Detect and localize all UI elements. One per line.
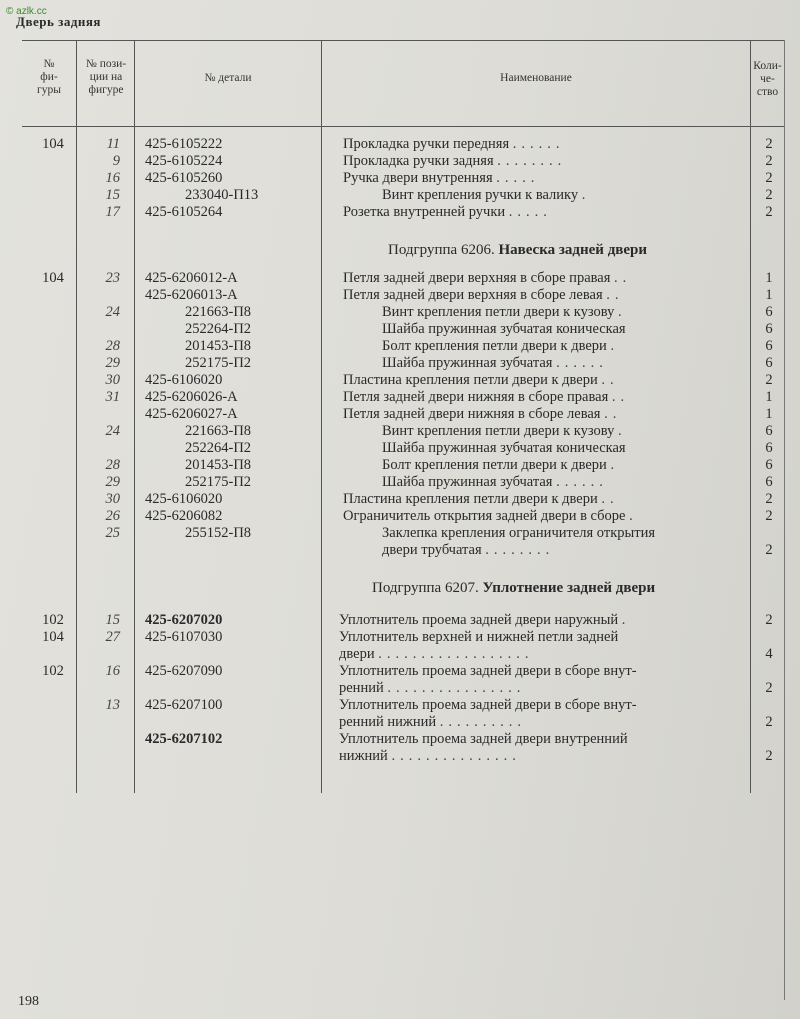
row-part-number: 201453-П8: [185, 457, 252, 473]
row-figure-number: 102: [42, 663, 64, 679]
row-part-name: Уплотнитель проема задней двери в сборе внут-: [339, 663, 637, 679]
row-part-name: Винт крепления петли двери к кузову .: [382, 423, 627, 439]
row-part-name: Петля задней двери нижняя в сборе левая ..: [343, 406, 622, 422]
row-part-name: Шайба пружинная зубчатая коническая: [382, 440, 626, 456]
header-pos: № пози- ции на фигуре: [85, 58, 127, 96]
row-quantity: 6: [765, 423, 773, 439]
row-quantity: 2: [765, 680, 773, 696]
row-figure-number: 104: [42, 629, 64, 645]
row-position-number: 13: [105, 697, 120, 713]
watermark: © azlk.cc: [6, 6, 47, 17]
row-position-number: 28: [105, 457, 120, 473]
row-position-number: 26: [105, 508, 120, 524]
row-position-number: 11: [106, 136, 120, 152]
row-part-name: Уплотнитель проема задней двери наружный .: [339, 612, 631, 628]
row-position-number: 29: [105, 474, 120, 490]
row-quantity: 2: [765, 612, 773, 628]
row-quantity: 2: [765, 542, 773, 558]
row-part-name: Уплотнитель проема задней двери внутренний: [339, 731, 628, 747]
row-position-number: 15: [105, 187, 120, 203]
row-position-number: 9: [112, 153, 120, 169]
row-position-number: 30: [105, 372, 120, 388]
row-part-name: Прокладка ручки задняя ........: [343, 153, 567, 169]
row-part-name: Пластина крепления петли двери к двери ..: [343, 372, 619, 388]
row-quantity: 6: [765, 440, 773, 456]
row-part-number: 233040-П13: [185, 187, 259, 203]
row-part-name: Шайба пружинная зубчатая коническая: [382, 321, 626, 337]
row-quantity: 6: [765, 321, 773, 337]
row-part-name: Ручка двери внутренняя .....: [343, 170, 540, 186]
row-part-number: 425-6206082: [145, 508, 223, 524]
row-part-number: 425-6105264: [145, 204, 223, 220]
row-part-number: 425-6106020: [145, 491, 223, 507]
row-part-number: 252175-П2: [185, 474, 252, 490]
row-quantity: 6: [765, 304, 773, 320]
header-qty: Коли- че- ство: [753, 60, 782, 98]
row-quantity: 2: [765, 508, 773, 524]
row-part-number: 252175-П2: [185, 355, 252, 371]
row-part-name: Болт крепления петли двери к двери .: [382, 457, 620, 473]
row-quantity: 6: [765, 355, 773, 371]
row-position-number: 28: [105, 338, 120, 354]
row-figure-number: 104: [42, 270, 64, 286]
row-quantity: 2: [765, 187, 773, 203]
row-part-number: 425-6207100: [145, 697, 223, 713]
row-position-number: 30: [105, 491, 120, 507]
row-part-name-cont: двери ..................: [339, 646, 534, 662]
row-part-number: 221663-П8: [185, 423, 252, 439]
row-part-number: 425-6206026-А: [145, 389, 238, 405]
row-part-name: Пластина крепления петли двери к двери ..: [343, 491, 619, 507]
row-position-number: 31: [105, 389, 120, 405]
row-figure-number: 104: [42, 136, 64, 152]
row-part-name: Петля задней двери верхняя в сборе правая ..: [343, 270, 632, 286]
row-part-name: Винт крепления петли двери к кузову .: [382, 304, 627, 320]
row-position-number: 27: [105, 629, 120, 645]
row-part-number: 425-6106020: [145, 372, 223, 388]
row-part-name: Ограничитель открытия задней двери в сборе .: [343, 508, 638, 524]
row-part-number: 425-6105260: [145, 170, 223, 186]
subgroup-heading: Подгруппа 6207. Уплотнение задней двери: [372, 580, 656, 596]
row-part-name: Шайба пружинная зубчатая ......: [382, 474, 608, 490]
row-figure-number: 102: [42, 612, 64, 628]
row-position-number: 17: [105, 204, 120, 220]
row-part-name: Болт крепления петли двери к двери .: [382, 338, 620, 354]
row-part-name: Петля задней двери нижняя в сборе правая ..: [343, 389, 630, 405]
row-part-number: 221663-П8: [185, 304, 252, 320]
row-part-number: 425-6207090: [145, 663, 223, 679]
table-right-rule: [784, 40, 785, 1000]
row-part-name: Уплотнитель верхней и нижней петли задней: [339, 629, 619, 645]
row-quantity: 6: [765, 474, 773, 490]
row-part-number: 425-6107030: [145, 629, 223, 645]
row-quantity: 2: [765, 748, 773, 764]
column-divider-name: [750, 40, 751, 793]
row-quantity: 2: [765, 491, 773, 507]
row-quantity: 1: [765, 406, 773, 422]
row-position-number: 24: [105, 304, 120, 320]
header-name: Наименование: [500, 72, 572, 84]
row-part-number: 425-6207020: [145, 612, 223, 628]
table-top-rule: [22, 40, 784, 41]
row-quantity: 2: [765, 714, 773, 730]
row-quantity: 2: [765, 170, 773, 186]
column-divider-pos: [134, 40, 135, 793]
running-head: Дверь задняя: [16, 14, 101, 29]
row-part-name: Уплотнитель проема задней двери в сборе внут-: [339, 697, 637, 713]
row-part-name: Заклепка крепления ограничителя открытия: [382, 525, 655, 541]
row-part-number: 252264-П2: [185, 321, 252, 337]
row-position-number: 23: [105, 270, 120, 286]
row-part-name: Прокладка ручки передняя ......: [343, 136, 565, 152]
subgroup-heading: Подгруппа 6206. Навеска задней двери: [388, 242, 648, 258]
row-quantity: 2: [765, 372, 773, 388]
row-part-number: 255152-П8: [185, 525, 252, 541]
row-part-name-cont: ренний нижний ..........: [339, 714, 527, 730]
row-quantity: 1: [765, 287, 773, 303]
row-part-number: 425-6206012-А: [145, 270, 238, 286]
row-part-number: 252264-П2: [185, 440, 252, 456]
row-part-name: Винт крепления ручки к валику .: [382, 187, 591, 203]
row-part-name-cont: двери трубчатая ........: [382, 542, 555, 558]
row-position-number: 29: [105, 355, 120, 371]
column-divider-part: [321, 40, 322, 793]
row-quantity: 2: [765, 204, 773, 220]
page-number: 198: [18, 994, 39, 1009]
header-bottom-rule: [22, 126, 784, 127]
row-part-number: 425-6206027-А: [145, 406, 238, 422]
column-divider-fig: [76, 40, 77, 793]
row-position-number: 24: [105, 423, 120, 439]
row-part-name-cont: нижний ...............: [339, 748, 521, 764]
row-part-number: 201453-П8: [185, 338, 252, 354]
row-position-number: 15: [105, 612, 120, 628]
row-quantity: 2: [765, 136, 773, 152]
header-fig: № фи- гуры: [37, 58, 61, 96]
row-position-number: 16: [105, 170, 120, 186]
row-quantity: 2: [765, 153, 773, 169]
row-quantity: 1: [765, 270, 773, 286]
row-part-name: Шайба пружинная зубчатая ......: [382, 355, 608, 371]
row-part-number: 425-6105222: [145, 136, 223, 152]
row-part-name: Петля задней двери верхняя в сборе левая ..: [343, 287, 624, 303]
header-part: № детали: [204, 72, 252, 84]
row-position-number: 16: [105, 663, 120, 679]
row-part-number: 425-6206013-А: [145, 287, 238, 303]
row-part-number: 425-6207102: [145, 731, 223, 747]
row-quantity: 4: [765, 646, 773, 662]
row-quantity: 6: [765, 457, 773, 473]
row-part-name-cont: ренний ................: [339, 680, 526, 696]
row-quantity: 1: [765, 389, 773, 405]
row-part-number: 425-6105224: [145, 153, 223, 169]
row-position-number: 25: [105, 525, 120, 541]
row-quantity: 6: [765, 338, 773, 354]
row-part-name: Розетка внутренней ручки .....: [343, 204, 552, 220]
